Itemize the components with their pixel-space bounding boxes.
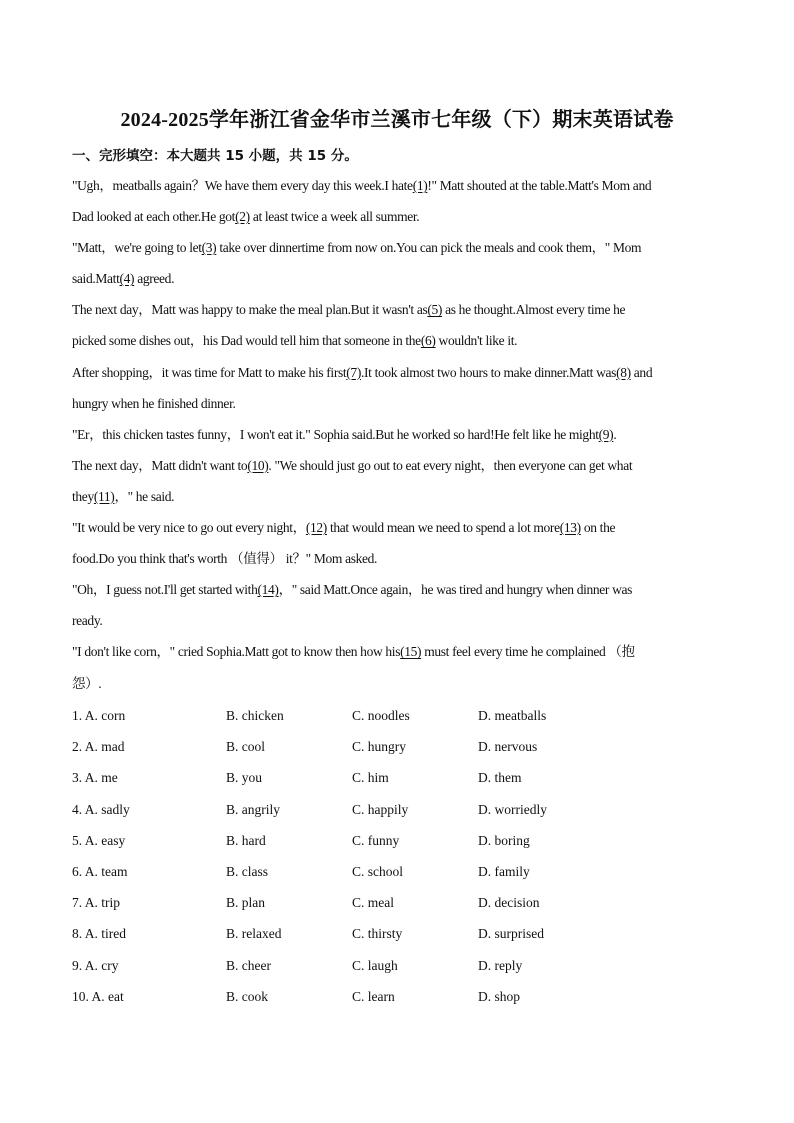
question-row xyxy=(72,731,722,762)
option-d: D. reply xyxy=(478,957,523,973)
option-a: 4. A. sadly xyxy=(72,801,130,817)
passage-line xyxy=(72,325,722,356)
option-b: B. plan xyxy=(226,895,265,911)
passage-text: ready. xyxy=(72,613,103,629)
question-row xyxy=(72,950,722,981)
blank-number: (14) xyxy=(257,582,279,598)
option-d: D. shop xyxy=(478,988,521,1004)
option-b: B. chicken xyxy=(226,708,284,723)
passage-text: hungry when he finished dinner. xyxy=(72,395,236,411)
passage-text: After shopping，it was time for Matt to make his first xyxy=(72,364,347,380)
passage-line xyxy=(72,294,722,325)
option-a: 6. A. team xyxy=(72,863,128,879)
passage-line xyxy=(72,357,722,388)
passage-text: . "We should just go out to eat every night，then everyone can get what xyxy=(268,457,633,473)
blank-number: (12) xyxy=(305,520,327,536)
option-b: B. you xyxy=(226,770,263,786)
option-a: 8. A. tired xyxy=(72,926,126,942)
question-list xyxy=(72,700,722,1012)
option-b: B. hard xyxy=(226,832,266,848)
passage-line xyxy=(72,388,722,419)
passage-text: at least twice a week all summer. xyxy=(249,209,420,225)
option-c: C. happily xyxy=(352,801,409,817)
option-c: C. hungry xyxy=(352,739,406,755)
section-heading: 一、完形填空：本大题共 15 小题，共 15 分。 xyxy=(72,148,358,164)
question-row xyxy=(72,762,722,793)
blank-number: (2) xyxy=(235,209,250,225)
passage-text: ，" he said. xyxy=(114,488,175,504)
option-a: 2. A. mad xyxy=(72,739,125,755)
option-b: B. angrily xyxy=(226,801,280,817)
option-c: C. funny xyxy=(352,832,400,848)
option-c: C. thirsty xyxy=(352,926,403,942)
question-row xyxy=(72,887,722,918)
passage-text: "Er，this chicken tastes funny，I won't eat it." Sophia said.But he worked so hard!He felt like he might xyxy=(72,426,599,442)
passage-text: . xyxy=(613,426,617,442)
question-row xyxy=(72,856,722,887)
passage-text: .It took almost two hours to make dinner.Matt was xyxy=(360,364,617,380)
question-row xyxy=(72,794,722,825)
passage-text: The next day，Matt was happy to make the meal plan.But it wasn't as xyxy=(72,302,428,318)
passage-line xyxy=(72,668,722,699)
question-row xyxy=(72,918,722,949)
passage-text: agreed. xyxy=(134,271,175,287)
passage-text: "Oh，I guess not.I'll get started with xyxy=(72,582,258,598)
option-d: D. decision xyxy=(478,895,540,911)
passage-line xyxy=(72,605,722,636)
passage-line xyxy=(72,450,722,481)
option-a: 3. A. me xyxy=(72,770,118,786)
option-c: C. learn xyxy=(352,988,395,1004)
page-title: 2024-2025学年浙江省金华市兰溪市七年级（下）期末英语试卷 xyxy=(120,109,674,131)
question-row xyxy=(72,700,722,731)
option-b: B. cheer xyxy=(226,957,271,973)
passage-text: ，" said Matt.Once again，he was tired and hungry when dinner was xyxy=(278,582,633,598)
option-a: 10. A. eat xyxy=(72,988,124,1004)
blank-number: (6) xyxy=(420,333,436,349)
question-row xyxy=(72,825,722,856)
blank-number: (8) xyxy=(616,364,631,380)
option-d: D. meatballs xyxy=(478,708,547,723)
passage-text: The next day，Matt didn't want to xyxy=(72,457,248,473)
option-d: D. boring xyxy=(478,832,530,848)
passage-line xyxy=(72,201,722,232)
passage-text: "I don't like corn，" cried Sophia.Matt got to know then how his xyxy=(72,644,401,660)
passage-line xyxy=(72,232,722,263)
passage-line xyxy=(72,170,722,201)
option-c: C. meal xyxy=(352,895,394,911)
passage-line xyxy=(72,543,722,574)
option-b: B. relaxed xyxy=(226,926,282,942)
blank-number: (1) xyxy=(412,178,428,193)
passage-text: "It would be very nice to go out every night， xyxy=(72,520,306,536)
passage-text: said.Matt xyxy=(72,271,120,287)
passage-line xyxy=(72,263,722,294)
option-a: 7. A. trip xyxy=(72,895,121,911)
passage-text: picked some dishes out，his Dad would tell him that someone in the xyxy=(72,333,421,349)
blank-number: (3) xyxy=(201,240,217,256)
passage-text: as he thought.Almost every time he xyxy=(442,302,626,318)
blank-number: (7) xyxy=(346,364,361,380)
passage-text: 怨）. xyxy=(72,675,102,691)
option-b: B. class xyxy=(226,863,268,879)
option-c: C. him xyxy=(352,770,389,786)
passage-text: they xyxy=(72,488,94,504)
blank-number: (15) xyxy=(400,644,422,660)
blank-number: (10) xyxy=(247,457,269,473)
cloze-passage xyxy=(72,170,722,699)
passage-text: must feel every time he complained （抱 xyxy=(421,644,635,660)
passage-text: !" Matt shouted at the table.Matt's Mom and xyxy=(427,178,652,193)
option-d: D. worriedly xyxy=(478,801,547,817)
passage-text: take over dinnertime from now on.You can pick the meals and cook them，" Mom xyxy=(216,240,642,256)
blank-number: (5) xyxy=(427,302,443,318)
passage-text: that would mean we need to spend a lot more xyxy=(326,520,560,536)
passage-text: Dad looked at each other.He got xyxy=(72,209,236,225)
blank-number: (11) xyxy=(93,488,115,504)
option-a: 1. A. corn xyxy=(72,708,126,723)
option-b: B. cook xyxy=(226,988,268,1004)
passage-line xyxy=(72,419,722,450)
option-c: C. laugh xyxy=(352,957,398,973)
option-d: D. family xyxy=(478,863,530,879)
passage-text: food.Do you think that's worth （值得） it？" Mom asked. xyxy=(72,551,378,567)
passage-text: "Ugh，meatballs again？We have them every day this week.I hate xyxy=(72,178,413,193)
passage-text: on the xyxy=(580,520,616,536)
question-row xyxy=(72,981,722,1012)
blank-number: (4) xyxy=(119,271,135,287)
blank-number: (13) xyxy=(559,520,581,536)
blank-number: (9) xyxy=(598,426,614,442)
passage-text: "Matt，we're going to let xyxy=(72,240,202,256)
passage-line xyxy=(72,636,722,667)
option-c: C. school xyxy=(352,863,404,879)
option-c: C. noodles xyxy=(352,708,410,723)
passage-line xyxy=(72,574,722,605)
passage-line xyxy=(72,481,722,512)
option-d: D. them xyxy=(478,770,522,786)
option-a: 9. A. cry xyxy=(72,957,119,973)
option-d: D. surprised xyxy=(478,926,544,942)
option-b: B. cool xyxy=(226,739,265,755)
option-d: D. nervous xyxy=(478,739,538,755)
option-a: 5. A. easy xyxy=(72,832,126,848)
passage-text: and xyxy=(630,364,653,380)
passage-line xyxy=(72,512,722,543)
passage-text: wouldn't like it. xyxy=(435,333,518,349)
